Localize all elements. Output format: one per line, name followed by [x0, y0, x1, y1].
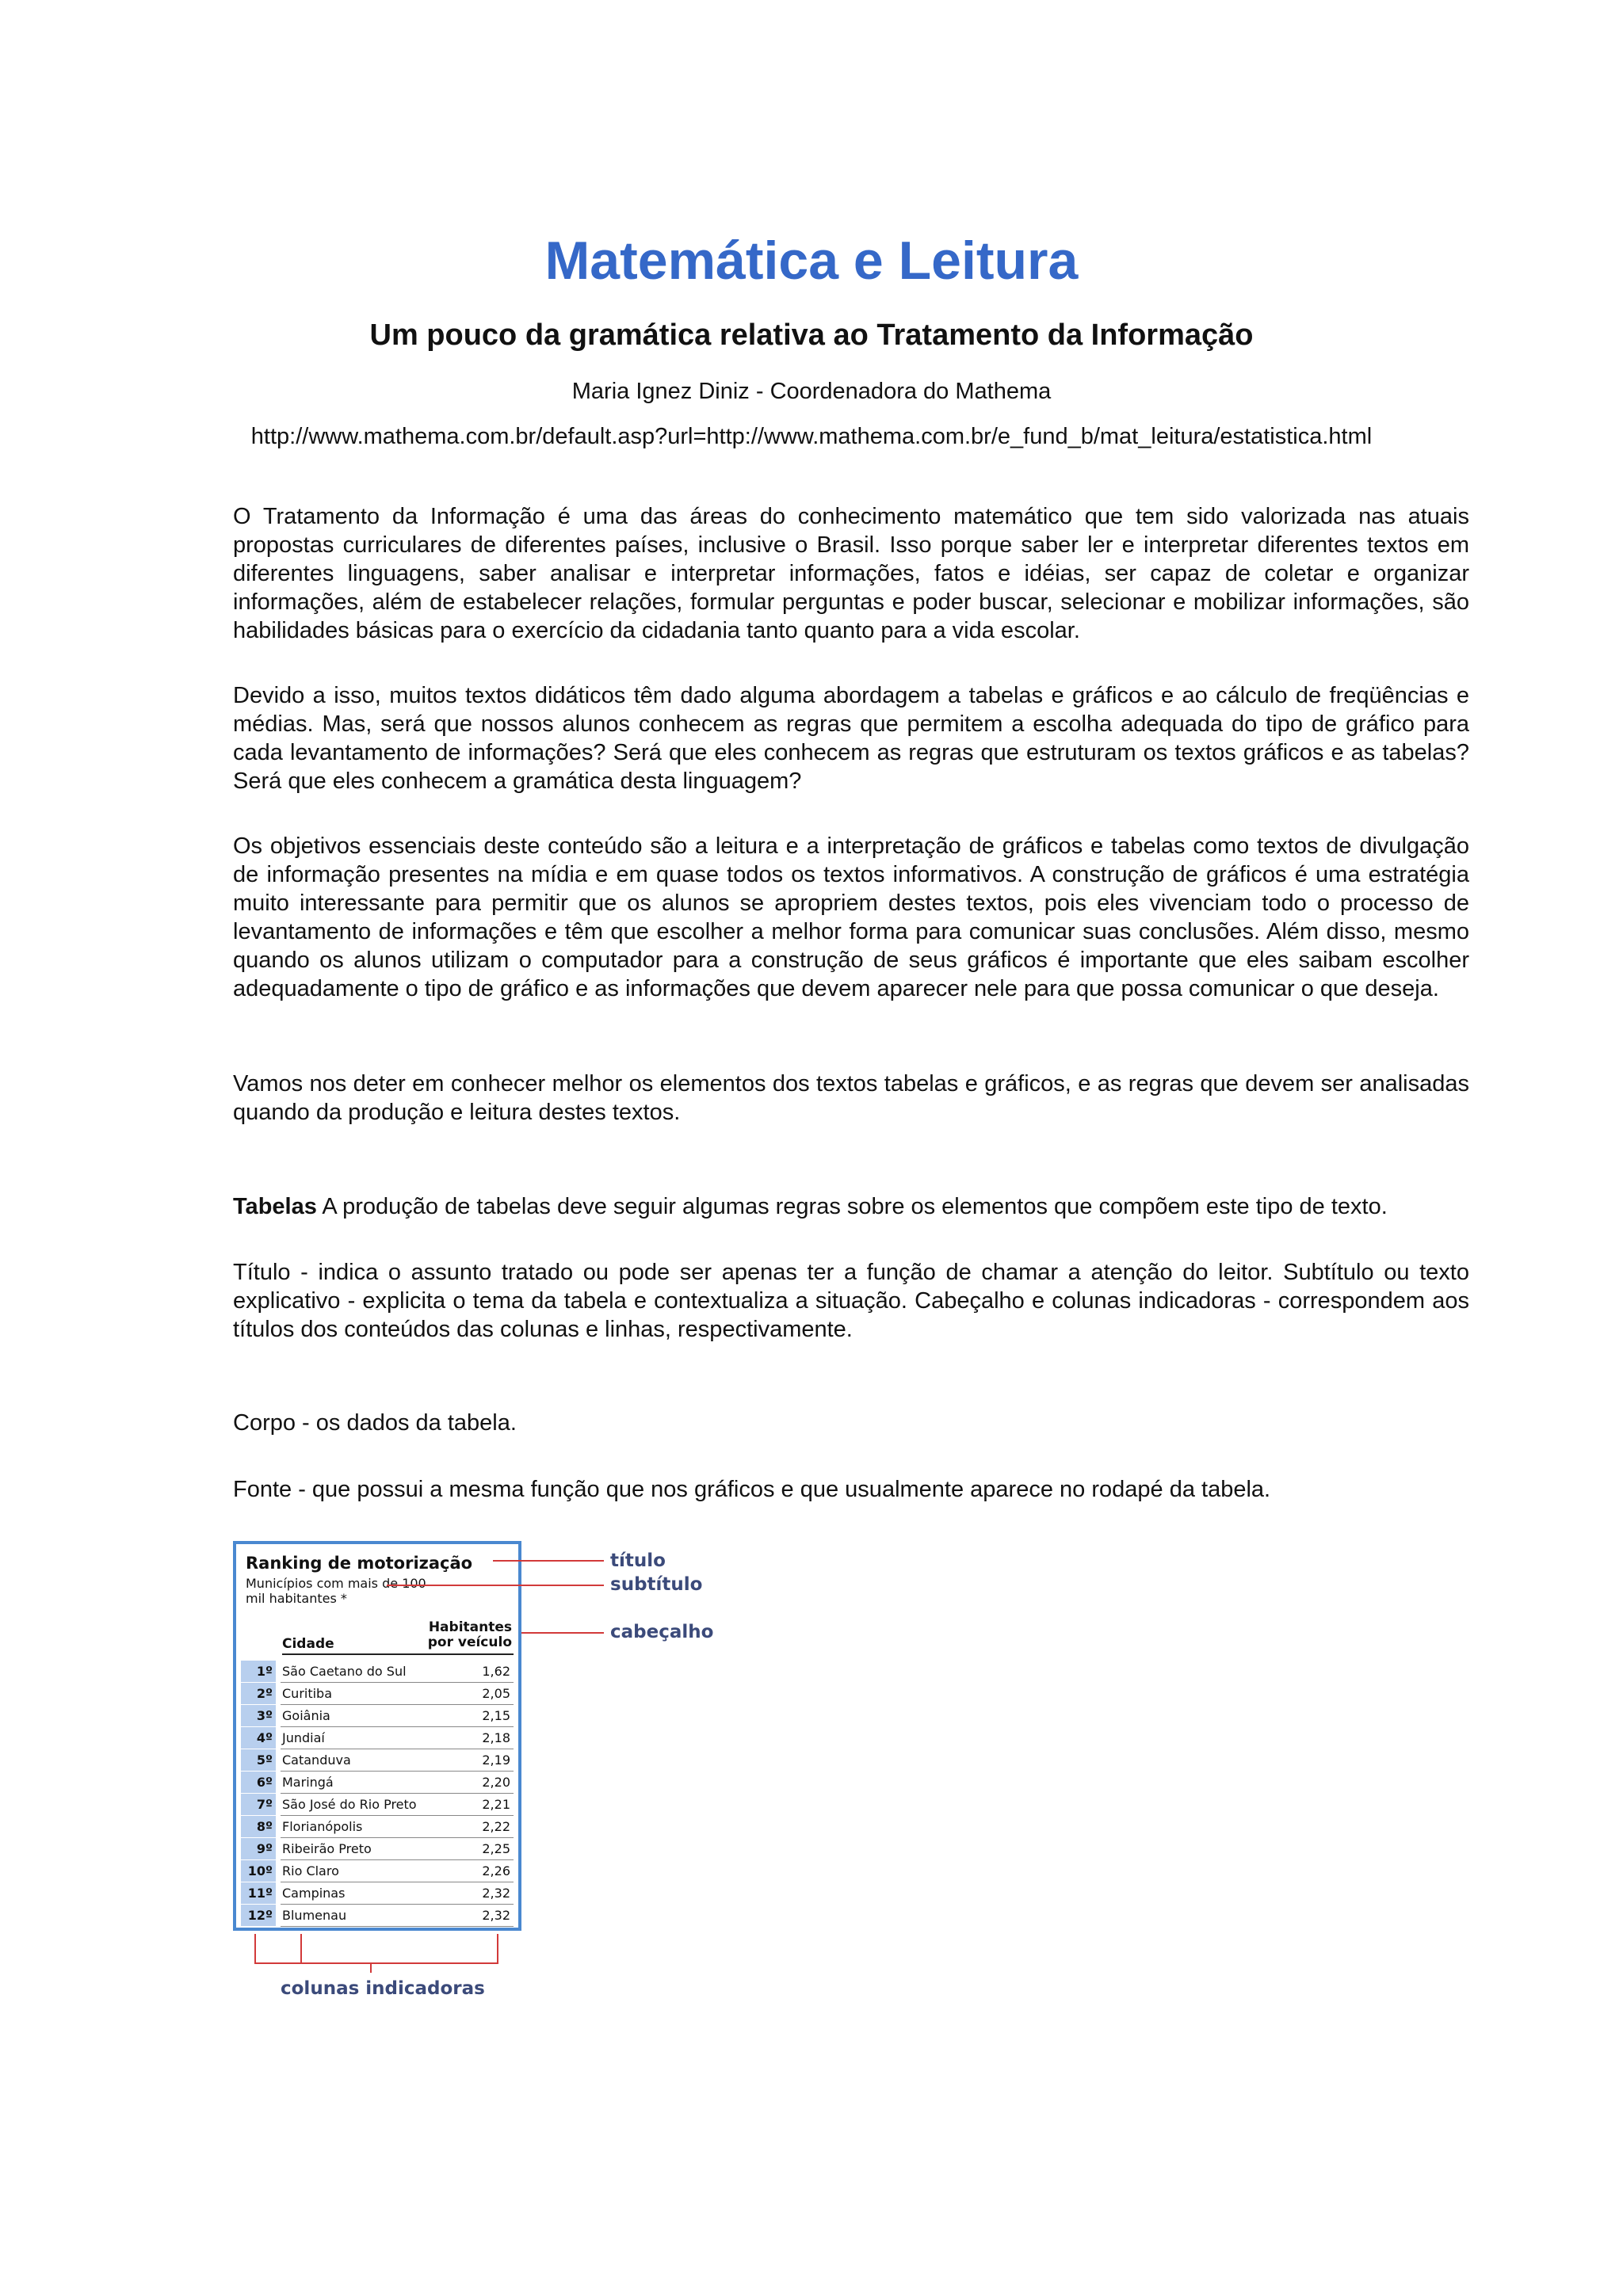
- source-url: http://www.mathema.com.br/default.asp?url=http://www.mathema.com.br/e_fund_b/mat_leitura/estatistica.html: [250, 424, 1373, 449]
- tabelas-label: Tabelas: [233, 1194, 317, 1219]
- rank-position: 7º: [241, 1794, 276, 1815]
- rank-city: Jundiaí: [282, 1730, 325, 1745]
- rank-city: Campinas: [282, 1886, 346, 1901]
- rank-city: São José do Rio Preto: [282, 1797, 417, 1812]
- rank-value: 2,18: [482, 1730, 510, 1745]
- rank-position: 10º: [241, 1860, 276, 1882]
- paragraph-tabelas: [233, 1192, 1469, 1221]
- rank-position: 12º: [241, 1905, 276, 1926]
- rank-value: 2,32: [482, 1886, 510, 1901]
- rank-city: Maringá: [282, 1775, 334, 1790]
- rank-position: 9º: [241, 1838, 276, 1859]
- paragraph-elements: Vamos nos deter em conhecer melhor os elementos dos textos tabelas e gráficos, e as regras que devem ser analisadas quando da produção e leitura destes textos.: [233, 1071, 1469, 1125]
- rank-position: 3º: [241, 1705, 276, 1726]
- paragraph-questions: Devido a isso, muitos textos didáticos têm dado alguma abordagem a tabelas e gráficos e ao cálculo de freqüências e médias. Mas, será que nossos alunos conhecem as regras que permitem a escolha adequada do tipo de gráfico para cada levantamento de informações? Será que eles conhecem as regras que estruturam os textos gráficos e as tabelas? Será que eles conhecem a gramática desta linguagem?: [233, 683, 1469, 794]
- paragraph-titulo: Título - indica o assunto tratado ou pode ser apenas ter a função de chamar a atenção do leitor. Subtítulo ou texto explicativo - explicita o tema da tabela e contextualiza a situação. Cabeçalho e colunas indicadoras - correspondem aos títulos dos conteúdos das colunas e linhas, respectivamente.: [233, 1260, 1469, 1342]
- rank-position: 1º: [241, 1661, 276, 1682]
- paragraph-objectives: Os objetivos essenciais deste conteúdo são a leitura e a interpretação de gráficos e tabelas como textos de divulgação de informação presentes na mídia e em quase todos os textos informativos. A construção de gráficos é uma estratégia muito interessante para permitir que os alunos se apropriem destes textos, pois eles vivenciam todo o processo de levantamento de informações e têm que escolher a melhor forma para comunicar suas conclusões. Além disso, mesmo quando os alunos utilizam o computador para a construção de seus gráficos é importante que eles saibam escolher adequadamente o tipo de gráfico e as informações que devem aparecer nele para que possa comunicar o que deseja.: [233, 833, 1469, 1001]
- rank-position: 8º: [241, 1816, 276, 1837]
- rank-value: 2,20: [482, 1775, 510, 1790]
- paragraph-intro: O Tratamento da Informação é uma das áreas do conhecimento matemático que tem sido valorizada nas atuais propostas curriculares de diferentes países, inclusive o Brasil. Isso porque saber ler e interpretar diferentes textos em diferentes linguagens, saber analisar e interpretar informações, fatos e idéias, ser capaz de coletar e organizar informações, além de estabelecer relações, formular perguntas e poder buscar, selecionar e mobilizar informações, são habilidades básicas para o exercício da cidadania tanto quanto para a vida escolar.: [233, 504, 1469, 643]
- header-city-column: Cidade: [282, 1636, 334, 1652]
- rank-city: Blumenau: [282, 1908, 347, 1923]
- rank-value: 2,21: [482, 1797, 510, 1812]
- callout-cabecalho: cabeçalho: [610, 1622, 714, 1642]
- tabelas-text: A produção de tabelas deve seguir algumas regras sobre os elementos que compõem este tipo de texto.: [316, 1194, 1388, 1219]
- page-title: Matemática e Leitura: [544, 231, 1079, 291]
- header-value-line1: Habitantes: [428, 1619, 512, 1635]
- rank-value: 1,62: [482, 1664, 510, 1679]
- callout-titulo: título: [610, 1550, 666, 1571]
- rank-city: Rio Claro: [282, 1863, 339, 1878]
- rank-position: 2º: [241, 1683, 276, 1704]
- author-line: Maria Ignez Diniz - Coordenadora do Mathema: [571, 379, 1052, 404]
- rank-position: 11º: [241, 1882, 276, 1904]
- ranking-table-subtitle: Municípios com mais de 100 mil habitantes *: [246, 1576, 426, 1606]
- header-value-line2: por veículo: [427, 1634, 512, 1650]
- rank-city: Catanduva: [282, 1753, 351, 1768]
- callout-lines: [231, 1541, 786, 2016]
- paragraph-corpo: Corpo - os dados da tabela.: [233, 1410, 517, 1436]
- rank-value: 2,19: [482, 1753, 510, 1768]
- rank-city: São Caetano do Sul: [282, 1664, 407, 1679]
- rank-position: 6º: [241, 1772, 276, 1793]
- rank-city: Curitiba: [282, 1686, 333, 1701]
- table-figure: [231, 1541, 786, 2016]
- rank-city: Ribeirão Preto: [282, 1841, 372, 1856]
- callout-subtitulo: subtítulo: [610, 1574, 703, 1595]
- page-subtitle: Um pouco da gramática relativa ao Tratamento da Informação: [369, 318, 1254, 352]
- rank-value: 2,26: [482, 1863, 510, 1878]
- rank-value: 2,32: [482, 1908, 510, 1923]
- rank-position: 5º: [241, 1749, 276, 1771]
- rank-value: 2,25: [482, 1841, 510, 1856]
- rank-city: Goiânia: [282, 1708, 330, 1723]
- callout-colunas-indicadoras: colunas indicadoras: [281, 1978, 485, 1999]
- rank-value: 2,22: [482, 1819, 510, 1834]
- rank-city: Florianópolis: [282, 1819, 363, 1834]
- rank-position: 4º: [241, 1727, 276, 1749]
- paragraph-fonte: Fonte - que possui a mesma função que nos gráficos e que usualmente aparece no rodapé da tabela.: [233, 1477, 1271, 1502]
- callout-bracket-colunas: [255, 1934, 498, 1963]
- rank-value: 2,05: [482, 1686, 510, 1701]
- rank-value: 2,15: [482, 1708, 510, 1723]
- ranking-table-title: Ranking de motorização: [246, 1554, 473, 1573]
